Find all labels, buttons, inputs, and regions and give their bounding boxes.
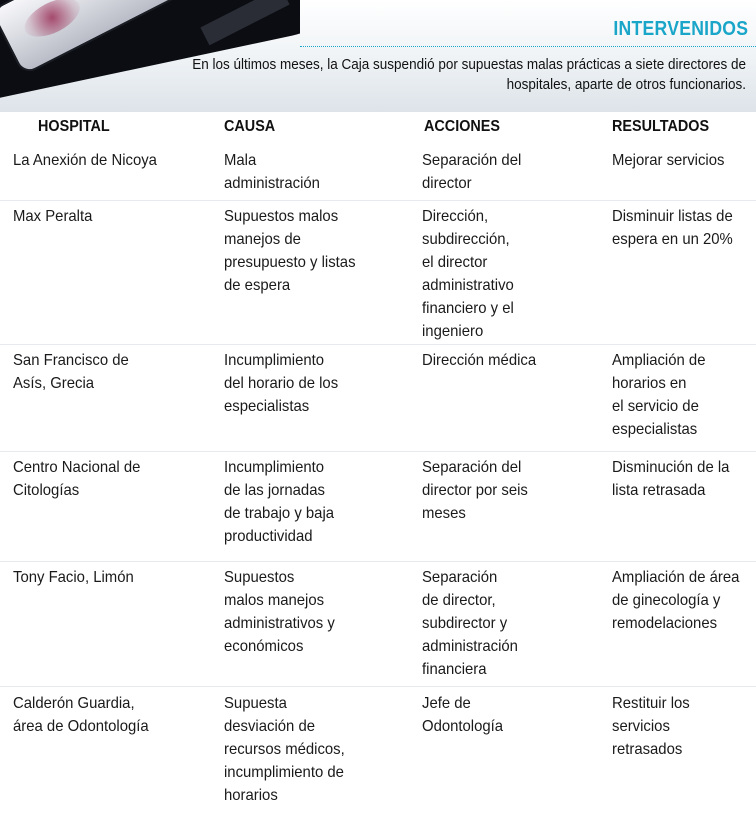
cell-hospital: Tony Facio, Limón — [13, 569, 134, 586]
column-header-causa: CAUSA — [224, 118, 276, 135]
cell-resultados: Restituir los servicios retrasados — [612, 695, 690, 758]
cell-acciones: Jefe de Odontología — [422, 695, 504, 735]
cell-acciones: Separación del director — [422, 152, 522, 192]
cell-resultados: Ampliación de área de ginecología y remodelaciones — [612, 569, 740, 632]
cell-hospital: Centro Nacional de Citologías — [13, 459, 141, 499]
title-divider — [300, 46, 756, 48]
column-header-acciones: ACCIONES — [424, 118, 501, 135]
row-divider — [0, 344, 756, 345]
row-divider — [0, 561, 756, 562]
cell-resultados: Disminuir listas de espera en un 20% — [612, 208, 733, 248]
cell-causa: Incumplimiento de las jornadas de trabajo y baja productividad — [224, 459, 335, 545]
cell-causa: Supuestos malos manejos de presupuesto y listas de espera — [224, 208, 356, 294]
cell-acciones: Separación de director, subdirector y administración financiera — [422, 569, 518, 678]
column-header-resultados: RESULTADOS — [612, 118, 710, 135]
page-title: INTERVENIDOS — [613, 18, 748, 40]
cell-resultados: Ampliación de horarios en el servicio de especialistas — [612, 352, 706, 438]
intro-text: En los últimos meses, la Caja suspendió por supuestas malas prácticas a siete directores de hospitales, aparte de otros funcionarios. — [192, 56, 746, 93]
cell-acciones: Separación del director por seis meses — [422, 459, 528, 522]
cell-hospital: Calderón Guardia, área de Odontología — [13, 695, 149, 735]
cell-hospital: La Anexión de Nicoya — [13, 152, 157, 169]
row-divider — [0, 451, 756, 452]
cell-causa: Incumplimiento del horario de los especialistas — [224, 352, 339, 415]
cell-acciones: Dirección médica — [422, 352, 537, 369]
row-divider — [0, 200, 756, 201]
cell-causa: Supuestos malos manejos administrativos y económicos — [224, 569, 335, 655]
cell-resultados: Disminución de la lista retrasada — [612, 459, 730, 499]
cell-causa: Mala administración — [224, 152, 320, 192]
cell-causa: Supuesta desviación de recursos médicos, incumplimiento de horarios — [224, 695, 345, 804]
column-header-hospital: HOSPITAL — [38, 118, 110, 135]
cell-hospital: San Francisco de Asís, Grecia — [13, 352, 129, 392]
cell-hospital: Max Peralta — [13, 208, 93, 225]
cell-resultados: Mejorar servicios — [612, 152, 725, 169]
cell-acciones: Dirección, subdirección, el director administrativo financiero y el ingeniero — [422, 208, 514, 340]
row-divider — [0, 686, 756, 687]
